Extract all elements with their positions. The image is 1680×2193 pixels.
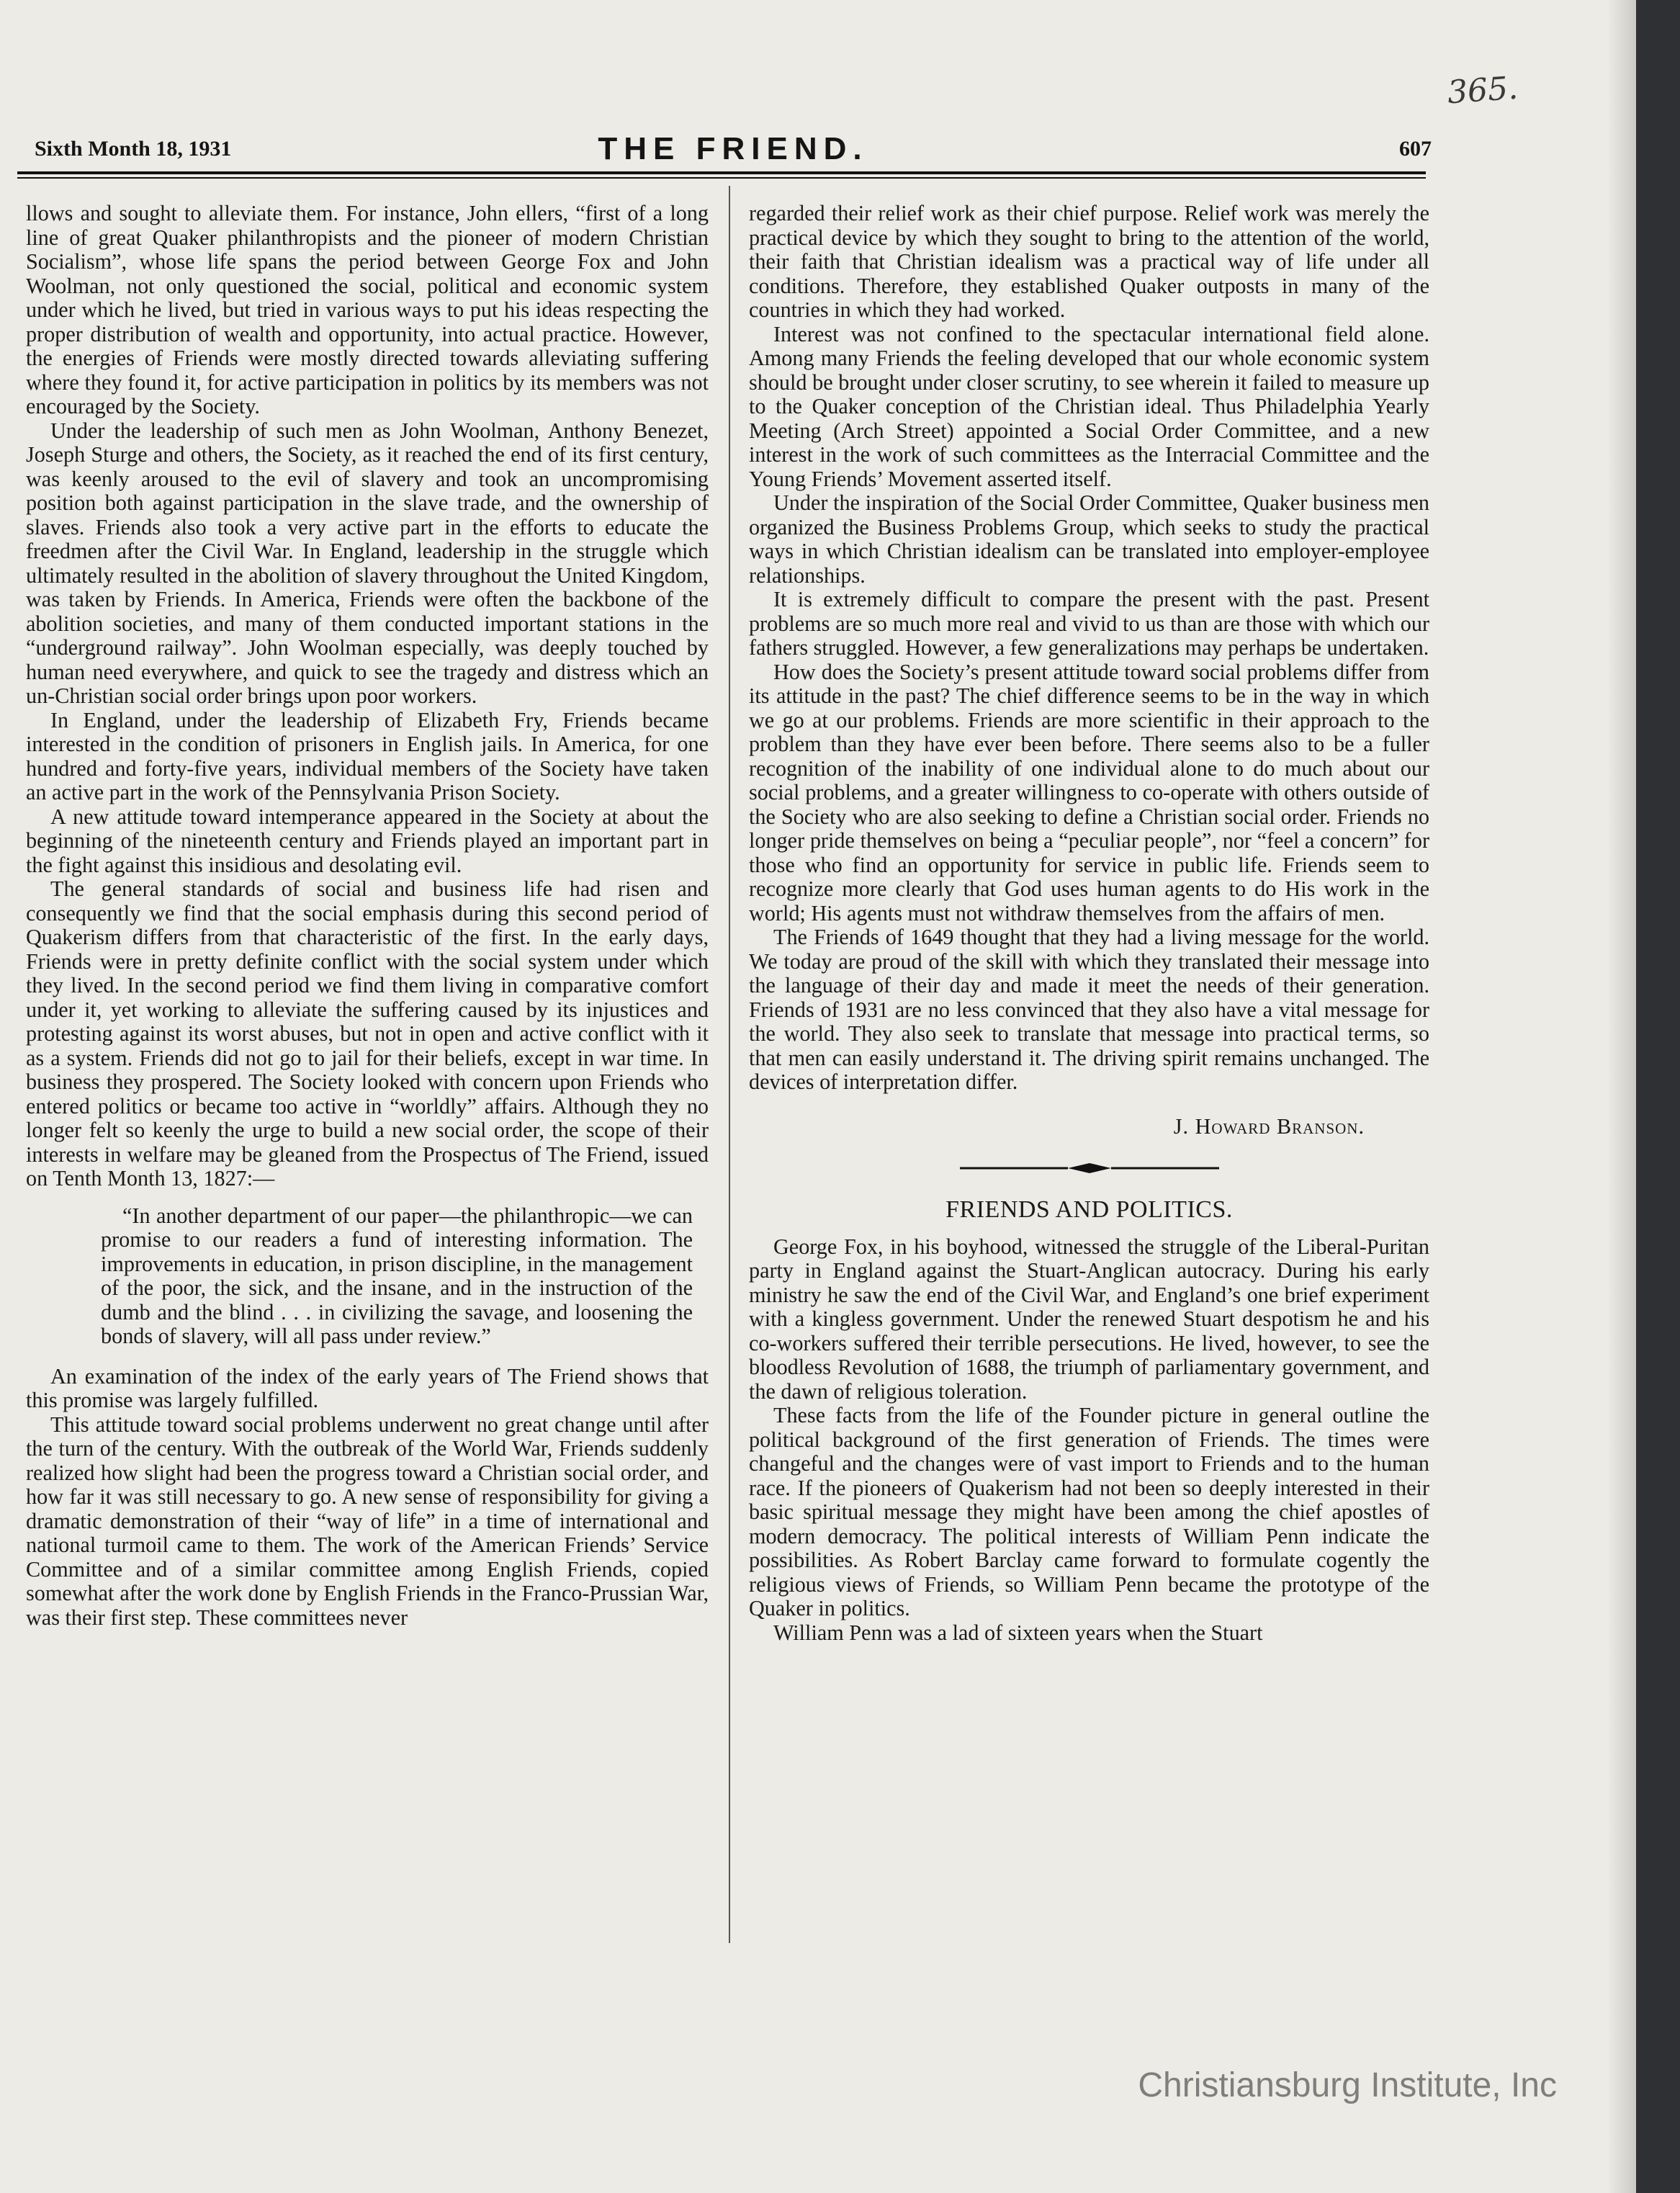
- right-column: [749, 202, 1429, 1645]
- page-header: [35, 131, 1432, 167]
- author-signature: J. Howard Branson.: [1173, 1113, 1365, 1139]
- paragraph: llows and sought to alleviate them. For instance, John ellers, “first of a long line of great Quaker philanthropists and the pioneer of modern Christian Socialism”, whose life spans the period between George Fox and John Woolman, not only questioned the social, political and economic system under which he lived, but tried in various ways to put his ideas respecting the proper distribution of wealth and opportunity, into actual practice. However, the energies of Friends were mostly directed towards alleviating suffering where they found it, for active participation in politics by its members was not encouraged by the Society.: [26, 201, 709, 418]
- archive-watermark: Christiansburg Institute, Inc: [1138, 2066, 1557, 2104]
- paragraph: The general standards of social and business life had risen and consequently we find that the social emphasis during this second period of Quakerism differs from that characteristic of the first. In the early days, Friends were in pretty definite conflict with the social system under which they lived. In the second period we find them living in comparative comfort under it, yet working to alleviate the suffering caused by its injustices and protesting against its worst abuses, but not in open and active conflict with it as a system. Friends did not go to jail for their beliefs, except in war time. In business they prospered. The Society looked with concern upon Friends who entered politics or became too active in “worldly” affairs. Although they no longer felt so keenly the urge to build a new social order, the scope of their interests in welfare may be gleaned from the Prospectus of The Friend, issued on Tenth Month 13, 1827:—: [26, 876, 709, 1190]
- paragraph: These facts from the life of the Founder picture in general outline the political background of the first generation of Friends. The times were changeful and the changes were of vast import to Friends and to the human race. If the pioneers of Quakerism had not been so deeply interested in their basic spiritual message they might have been among the chief apostles of modern democracy. The political interests of William Penn indicate the possibilities. As Robert Barclay came forward to formulate cogently the religious views of Friends, so William Penn became the prototype of the Quaker in politics.: [749, 1403, 1429, 1620]
- paragraph: In England, under the leadership of Elizabeth Fry, Friends became interested in the condition of prisoners in English jails. In America, for one hundred and forty-five years, individual members of the Society have taken an active part in the work of the Pennsylvania Prison Society.: [26, 707, 709, 804]
- header-rule-thin: [17, 177, 1426, 179]
- paragraph: It is extremely difficult to compare the present with the past. Present problems are so much more real and vivid to us than are those with which our fathers struggled. However, a few generalizations may perhaps be undertaken.: [749, 587, 1429, 660]
- left-column: [26, 202, 709, 1630]
- handwritten-annotation: 365.: [1446, 69, 1519, 112]
- ornamental-divider: [960, 1160, 1219, 1176]
- paragraph: Under the leadership of such men as John Woolman, Anthony Benezet, Joseph Sturge and others, the Society, as it reached the end of its first century, was keenly aroused to the evil of slavery and took an uncompromising position both against participation in the slave trade, and the ownership of slaves. Friends also took a very active part in the efforts to educate the freedmen after the Civil War. In England, leadership in the struggle which ultimately resulted in the abolition of slavery throughout the United Kingdom, was taken by Friends. In America, Friends were often the backbone of the abolition societies, and many of them conducted important stations in the “underground railway”. John Woolman especially, was deeply touched by human need everywhere, and quick to see the tragedy and distress which an un-Christian social order brings upon poor workers.: [26, 418, 709, 708]
- paragraph: The Friends of 1649 thought that they had a living message for the world. We today are proud of the skill with which they translated their message into the language of their day and made it meet the needs of their generation. Friends of 1931 are no less convinced that they also have a vital message for the world. They also seek to translate that message into practical terms, so that men can easily understand it. The driving spirit remains unchanged. The devices of interpretation differ.: [749, 925, 1429, 1094]
- paragraph: Interest was not confined to the spectacular international field alone. Among many Friends the feeling developed that our whole economic system should be brought under closer scrutiny, to see wherein it failed to measure up to the Quaker conception of the Christian ideal. Thus Philadelphia Yearly Meeting (Arch Street) appointed a Social Order Committee, and a new interest in the work of such committees as the Interracial Committee and the Young Friends’ Movement asserted itself.: [749, 321, 1429, 491]
- column-divider: [729, 186, 730, 1943]
- paragraph: How does the Society’s present attitude toward social problems differ from its attitude in the past? The chief difference seems to be in the way in which we go at our problems. Friends are more scientific in their approach to the problem than they have ever been before. There seems also to be a fuller recognition of the inability of one individual alone to do much about our social problems, and a greater willingness to co-operate with others outside of the Society who are also seeking to define a Christian social order. Friends no longer pride themselves on being a “peculiar people”, nor “feel a concern” for those who find an opportunity for service in public life. Friends seem to recognize more clearly that God uses human agents to do His work in the world; His agents must not withdraw themselves from the affairs of men.: [749, 659, 1429, 925]
- issue-date: Sixth Month 18, 1931: [35, 137, 232, 161]
- paragraph: A new attitude toward intemperance appeared in the Society at about the beginning of the nineteenth century and Friends played an important part in the fight against this insidious and desolating evil.: [26, 804, 709, 877]
- paragraph: An examination of the index of the early years of The Friend shows that this promise was largely fulfilled.: [26, 1363, 709, 1412]
- page-number: 607: [1399, 137, 1432, 161]
- prospectus-quote: “In another department of our paper—the philanthropic—we can promise to our readers a fund of interesting information. The improvements in education, in prison discipline, in the management of the poor, the sick, and the insane, and in the instruction of the dumb and the blind . . . in civilizing the savage, and loosening the bonds of slavery, will all pass under review.”: [101, 1203, 693, 1348]
- paragraph: William Penn was a lad of sixteen years when the Stuart: [773, 1620, 1263, 1645]
- scan-background-edge: [1636, 0, 1680, 2193]
- paragraph: Under the inspiration of the Social Order Committee, Quaker business men organized the Business Problems Group, which seeks to study the practical ways in which Christian idealism can be translated into employer-employee relationships.: [749, 490, 1429, 588]
- header-rule-thick: [17, 171, 1426, 174]
- paragraph: regarded their relief work as their chief purpose. Relief work was merely the practical device by which they sought to bring to the attention of the world, their faith that Christian idealism was a practical way of life under all conditions. Therefore, they established Quaker outposts in many of the countries in which they had worked.: [749, 201, 1429, 322]
- section-heading: FRIENDS AND POLITICS.: [945, 1196, 1233, 1223]
- paragraph: George Fox, in his boyhood, witnessed the struggle of the Liberal-Puritan party in England against the Stuart-Anglican autocracy. During his early ministry he saw the end of the Civil War, and England’s one brief experiment with a kingless government. Under the renewed Stuart despotism he and his co-workers suffered their terrible persecutions. He lived, however, to see the bloodless Revolution of 1688, the triumph of parliamentary government, and the dawn of religious toleration.: [749, 1234, 1429, 1404]
- paragraph: This attitude toward social problems underwent no great change until after the turn of the century. With the outbreak of the World War, Friends suddenly realized how slight had been the progress toward a Christian social order, and how far it was still necessary to go. A new sense of responsibility for giving a dramatic demonstration of their “way of life” in a time of international and national turmoil came to them. The work of the American Friends’ Service Committee and of a similar committee among English Friends, copied somewhat after the work done by English Friends in the Franco-Prussian War, was their first step. These committees never: [26, 1412, 709, 1630]
- publication-title: THE FRIEND.: [598, 131, 868, 166]
